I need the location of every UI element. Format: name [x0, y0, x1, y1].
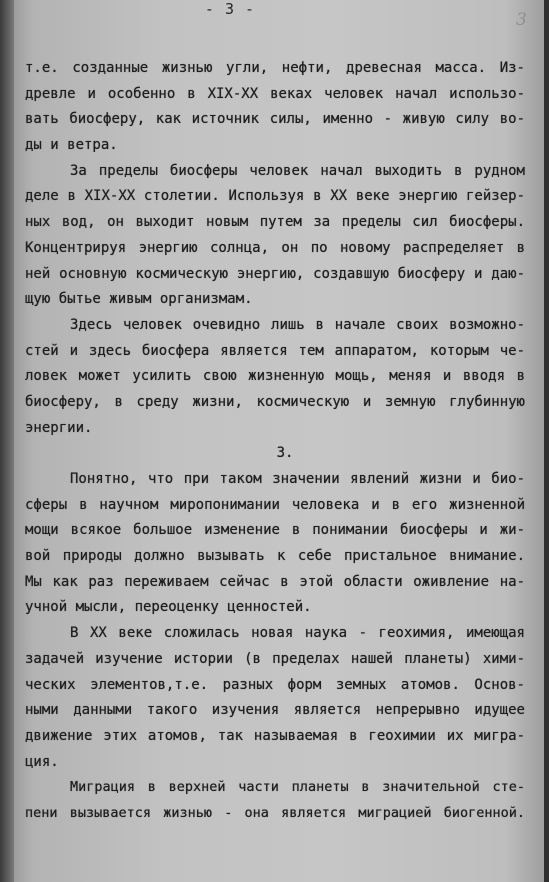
text-line: ловек может усилить свою жизненную мощь, меняя и вводя в [25, 368, 525, 385]
text-line: Миграция в верхней части планеты в значительной сте- [70, 779, 525, 796]
text-line: ческих элементов,т.е. разных форм земных атомов. Основ- [25, 676, 525, 693]
text-line: сферы в научном миропонимании человека и в его жизненной [25, 496, 525, 513]
text-line: ция. [25, 753, 59, 770]
text-line: щую бытье живым организмам. [25, 291, 253, 308]
text-line: В XX веке сложилась новая наука - геохимия, имеющая [70, 625, 525, 642]
text-line: учной мысли, переоценку ценностей. [25, 599, 312, 616]
text-line: ными данными такого изучения является непрерывно идущее [25, 702, 525, 719]
text-line: ных вод, он выходит новым путем за пределы сил биосферы. [25, 214, 525, 231]
text-line: ней основную космическую энергию, создавшую биосферу и даю- [25, 265, 525, 282]
text-line: стей и здесь биосфера является тем аппаратом, которым че- [25, 342, 525, 359]
page-number: - 3 - [204, 0, 256, 18]
text-line: вой природы должно вызывать к себе пристальное внимание. [25, 548, 525, 565]
text-line: Понятно, что при таком значении явлений жизни и био- [70, 471, 525, 487]
archive-page-mark: 3 [516, 10, 527, 30]
text-line: Концентрируя энергию солнца, он по новому распределяет в [25, 239, 525, 256]
text-line: энергии. [25, 419, 93, 436]
text-line: ды и ветра. [25, 137, 118, 154]
text-line: Мы как раз переживаем сейчас в этой области оживление на- [25, 573, 525, 590]
text-line: За пределы биосферы человек начал выходить в рудном [70, 162, 525, 179]
text-line: деле в XIX-XX столетии. Используя в XX веке энергию гейзер- [25, 188, 525, 205]
text-line: движение этих атомов, так называемая в геохимии их мигра- [25, 727, 525, 744]
typewritten-text [25, 56, 525, 827]
text-line: вать биосферу, как источник силы, именно - живую силу во- [25, 111, 525, 128]
section-number: 3. [276, 445, 294, 462]
text-line: задачей изучение истории (в пределах нашей планеты) хими- [25, 650, 525, 667]
text-line: т.е. созданные жизнью угли, нефти, древесная масса. Из- [25, 60, 525, 76]
text-line: пени вызывается жизнью - она является миграцией биогенной. [25, 804, 525, 821]
text-line: мощи всякое большое изменение в понимании биосферы и жи- [25, 522, 525, 539]
text-line: древле и особенно в XIX-XX веках человек начал использо- [25, 85, 525, 102]
text-line: биосферу, в среду жизни, космическую и земную глубинную [25, 393, 525, 410]
text-line: Здесь человек очевидно лишь в начале своих возможно- [70, 316, 525, 333]
